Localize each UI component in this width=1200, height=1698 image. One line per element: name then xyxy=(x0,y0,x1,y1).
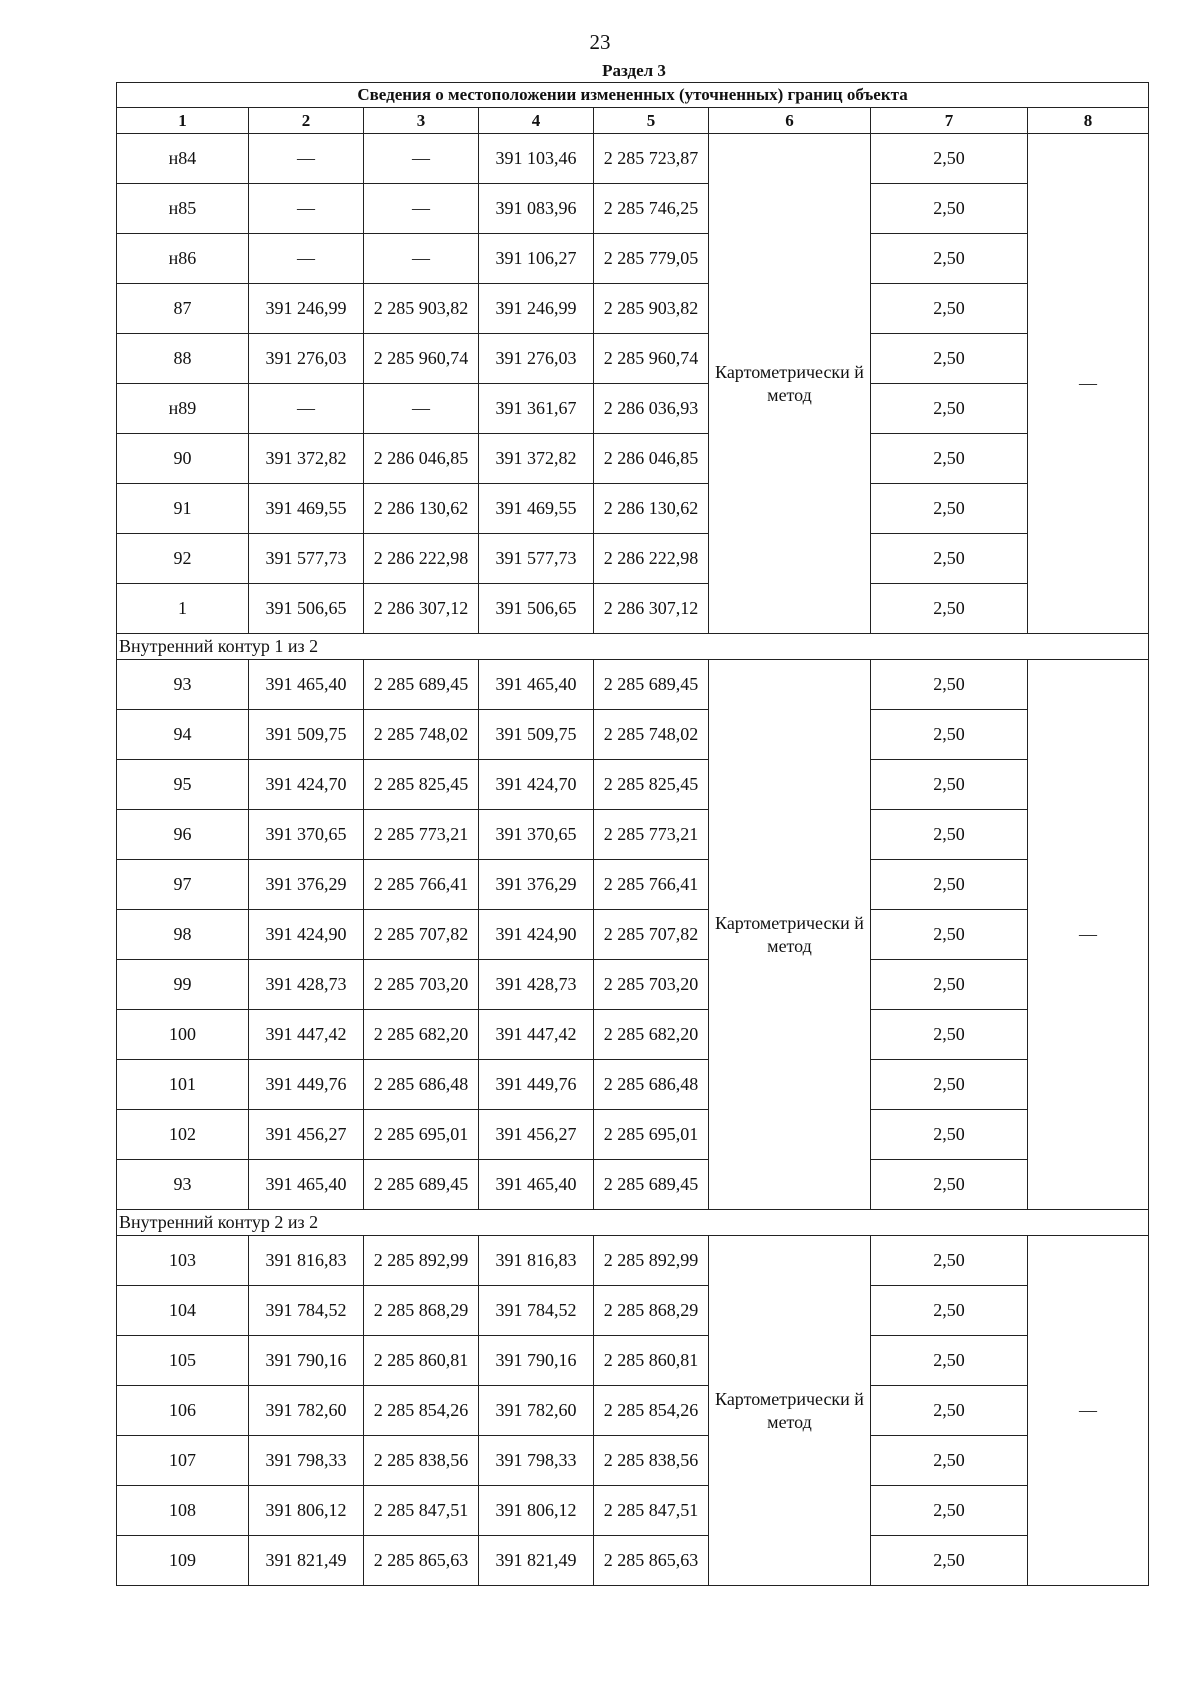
table-row xyxy=(117,710,1149,760)
point-number: 95 xyxy=(117,760,249,810)
table-row xyxy=(117,660,1149,710)
table-row xyxy=(117,1436,1149,1486)
new-x-coordinate: 391 424,90 xyxy=(479,910,594,960)
boundary-coordinates-table xyxy=(116,82,1149,1586)
new-y-coordinate: 2 285 847,51 xyxy=(594,1486,709,1536)
old-y-coordinate: 2 285 707,82 xyxy=(364,910,479,960)
table-row xyxy=(117,184,1149,234)
new-x-coordinate: 391 790,16 xyxy=(479,1336,594,1386)
old-y-coordinate: — xyxy=(364,234,479,284)
precision-value: 2,50 xyxy=(871,234,1028,284)
table-row xyxy=(117,534,1149,584)
col8-value: — xyxy=(1028,660,1149,1210)
point-number: 105 xyxy=(117,1336,249,1386)
point-number: 106 xyxy=(117,1386,249,1436)
precision-value: 2,50 xyxy=(871,710,1028,760)
new-y-coordinate: 2 285 707,82 xyxy=(594,910,709,960)
precision-value: 2,50 xyxy=(871,760,1028,810)
old-y-coordinate: 2 285 892,99 xyxy=(364,1236,479,1286)
new-x-coordinate: 391 370,65 xyxy=(479,810,594,860)
table-row xyxy=(117,334,1149,384)
point-number: 102 xyxy=(117,1110,249,1160)
new-x-coordinate: 391 509,75 xyxy=(479,710,594,760)
old-y-coordinate: 2 285 686,48 xyxy=(364,1060,479,1110)
precision-value: 2,50 xyxy=(871,1536,1028,1586)
point-number: н84 xyxy=(117,134,249,184)
old-y-coordinate: 2 285 682,20 xyxy=(364,1010,479,1060)
old-y-coordinate: 2 285 766,41 xyxy=(364,860,479,910)
point-number: н86 xyxy=(117,234,249,284)
precision-value: 2,50 xyxy=(871,284,1028,334)
table-row xyxy=(117,1236,1149,1286)
point-number: 98 xyxy=(117,910,249,960)
new-y-coordinate: 2 286 046,85 xyxy=(594,434,709,484)
point-number: 107 xyxy=(117,1436,249,1486)
precision-value: 2,50 xyxy=(871,810,1028,860)
new-y-coordinate: 2 285 865,63 xyxy=(594,1536,709,1586)
point-number: 103 xyxy=(117,1236,249,1286)
old-x-coordinate: 391 469,55 xyxy=(249,484,364,534)
new-x-coordinate: 391 821,49 xyxy=(479,1536,594,1586)
contour-label-row xyxy=(117,634,1149,660)
old-y-coordinate: 2 285 860,81 xyxy=(364,1336,479,1386)
point-number: н85 xyxy=(117,184,249,234)
old-x-coordinate: 391 798,33 xyxy=(249,1436,364,1486)
new-y-coordinate: 2 286 036,93 xyxy=(594,384,709,434)
point-number: 99 xyxy=(117,960,249,1010)
old-x-coordinate: 391 428,73 xyxy=(249,960,364,1010)
point-number: 96 xyxy=(117,810,249,860)
table-row xyxy=(117,860,1149,910)
point-number: 93 xyxy=(117,660,249,710)
new-y-coordinate: 2 285 695,01 xyxy=(594,1110,709,1160)
old-y-coordinate: 2 285 825,45 xyxy=(364,760,479,810)
new-x-coordinate: 391 469,55 xyxy=(479,484,594,534)
new-y-coordinate: 2 285 746,25 xyxy=(594,184,709,234)
table-row xyxy=(117,1160,1149,1210)
column-header: 8 xyxy=(1028,108,1149,134)
new-x-coordinate: 391 798,33 xyxy=(479,1436,594,1486)
old-x-coordinate: 391 447,42 xyxy=(249,1010,364,1060)
point-number: 108 xyxy=(117,1486,249,1536)
point-number: 1 xyxy=(117,584,249,634)
new-y-coordinate: 2 285 868,29 xyxy=(594,1286,709,1336)
old-y-coordinate: 2 285 695,01 xyxy=(364,1110,479,1160)
old-x-coordinate: 391 376,29 xyxy=(249,860,364,910)
new-y-coordinate: 2 285 686,48 xyxy=(594,1060,709,1110)
new-x-coordinate: 391 428,73 xyxy=(479,960,594,1010)
precision-value: 2,50 xyxy=(871,960,1028,1010)
point-number: 101 xyxy=(117,1060,249,1110)
new-x-coordinate: 391 784,52 xyxy=(479,1286,594,1336)
table-title: Сведения о местоположении измененных (уточненных) границ объекта xyxy=(117,83,1149,108)
old-y-coordinate: — xyxy=(364,134,479,184)
old-x-coordinate: 391 816,83 xyxy=(249,1236,364,1286)
table-row xyxy=(117,760,1149,810)
old-x-coordinate: 391 790,16 xyxy=(249,1336,364,1386)
new-y-coordinate: 2 285 689,45 xyxy=(594,660,709,710)
table-row xyxy=(117,1286,1149,1336)
section-label: Раздел 3 xyxy=(602,61,666,80)
col8-value: — xyxy=(1028,1236,1149,1586)
old-y-coordinate: — xyxy=(364,184,479,234)
new-x-coordinate: 391 372,82 xyxy=(479,434,594,484)
old-y-coordinate: 2 285 748,02 xyxy=(364,710,479,760)
new-y-coordinate: 2 285 689,45 xyxy=(594,1160,709,1210)
table-row xyxy=(117,234,1149,284)
precision-value: 2,50 xyxy=(871,1236,1028,1286)
point-number: 92 xyxy=(117,534,249,584)
new-x-coordinate: 391 456,27 xyxy=(479,1110,594,1160)
column-header: 3 xyxy=(364,108,479,134)
new-y-coordinate: 2 285 723,87 xyxy=(594,134,709,184)
table-row xyxy=(117,1536,1149,1586)
old-x-coordinate: 391 577,73 xyxy=(249,534,364,584)
old-y-coordinate: — xyxy=(364,384,479,434)
precision-value: 2,50 xyxy=(871,1386,1028,1436)
old-x-coordinate: 391 449,76 xyxy=(249,1060,364,1110)
new-x-coordinate: 391 276,03 xyxy=(479,334,594,384)
new-x-coordinate: 391 449,76 xyxy=(479,1060,594,1110)
point-number: 109 xyxy=(117,1536,249,1586)
old-x-coordinate: — xyxy=(249,134,364,184)
new-x-coordinate: 391 782,60 xyxy=(479,1386,594,1436)
precision-value: 2,50 xyxy=(871,1160,1028,1210)
table-row xyxy=(117,584,1149,634)
point-number: 91 xyxy=(117,484,249,534)
new-x-coordinate: 391 246,99 xyxy=(479,284,594,334)
precision-value: 2,50 xyxy=(871,1010,1028,1060)
precision-value: 2,50 xyxy=(871,384,1028,434)
new-y-coordinate: 2 286 307,12 xyxy=(594,584,709,634)
precision-value: 2,50 xyxy=(871,1060,1028,1110)
precision-value: 2,50 xyxy=(871,1486,1028,1536)
old-y-coordinate: 2 285 847,51 xyxy=(364,1486,479,1536)
new-y-coordinate: 2 285 682,20 xyxy=(594,1010,709,1060)
column-header: 1 xyxy=(117,108,249,134)
old-y-coordinate: 2 286 222,98 xyxy=(364,534,479,584)
column-header: 7 xyxy=(871,108,1028,134)
new-y-coordinate: 2 285 825,45 xyxy=(594,760,709,810)
precision-value: 2,50 xyxy=(871,660,1028,710)
new-x-coordinate: 391 083,96 xyxy=(479,184,594,234)
old-y-coordinate: 2 285 689,45 xyxy=(364,1160,479,1210)
column-header: 5 xyxy=(594,108,709,134)
precision-value: 2,50 xyxy=(871,860,1028,910)
old-x-coordinate: — xyxy=(249,234,364,284)
old-y-coordinate: 2 285 703,20 xyxy=(364,960,479,1010)
old-y-coordinate: 2 285 854,26 xyxy=(364,1386,479,1436)
precision-value: 2,50 xyxy=(871,1110,1028,1160)
table-row xyxy=(117,960,1149,1010)
new-x-coordinate: 391 806,12 xyxy=(479,1486,594,1536)
new-x-coordinate: 391 465,40 xyxy=(479,1160,594,1210)
new-x-coordinate: 391 376,29 xyxy=(479,860,594,910)
precision-value: 2,50 xyxy=(871,584,1028,634)
table-row xyxy=(117,1060,1149,1110)
table-row xyxy=(117,134,1149,184)
precision-value: 2,50 xyxy=(871,1286,1028,1336)
table-row xyxy=(117,1110,1149,1160)
old-x-coordinate: 391 509,75 xyxy=(249,710,364,760)
new-y-coordinate: 2 285 779,05 xyxy=(594,234,709,284)
point-number: 87 xyxy=(117,284,249,334)
new-y-coordinate: 2 285 773,21 xyxy=(594,810,709,860)
old-x-coordinate: 391 506,65 xyxy=(249,584,364,634)
old-x-coordinate: 391 276,03 xyxy=(249,334,364,384)
old-y-coordinate: 2 285 689,45 xyxy=(364,660,479,710)
old-x-coordinate: 391 784,52 xyxy=(249,1286,364,1336)
new-y-coordinate: 2 285 703,20 xyxy=(594,960,709,1010)
new-x-coordinate: 391 465,40 xyxy=(479,660,594,710)
old-x-coordinate: 391 246,99 xyxy=(249,284,364,334)
point-number: 100 xyxy=(117,1010,249,1060)
new-y-coordinate: 2 285 892,99 xyxy=(594,1236,709,1286)
contour-label: Внутренний контур 1 из 2 xyxy=(117,634,1149,660)
table-row xyxy=(117,1386,1149,1436)
new-x-coordinate: 391 103,46 xyxy=(479,134,594,184)
old-x-coordinate: 391 782,60 xyxy=(249,1386,364,1436)
point-number: 88 xyxy=(117,334,249,384)
new-y-coordinate: 2 285 960,74 xyxy=(594,334,709,384)
old-x-coordinate: 391 424,90 xyxy=(249,910,364,960)
determination-method: Картометрически й метод xyxy=(709,134,871,634)
table-row xyxy=(117,434,1149,484)
new-x-coordinate: 391 106,27 xyxy=(479,234,594,284)
old-x-coordinate: 391 806,12 xyxy=(249,1486,364,1536)
precision-value: 2,50 xyxy=(871,334,1028,384)
point-number: 90 xyxy=(117,434,249,484)
new-y-coordinate: 2 286 222,98 xyxy=(594,534,709,584)
column-header: 6 xyxy=(709,108,871,134)
old-y-coordinate: 2 285 773,21 xyxy=(364,810,479,860)
new-y-coordinate: 2 285 766,41 xyxy=(594,860,709,910)
new-y-coordinate: 2 285 838,56 xyxy=(594,1436,709,1486)
point-number: 104 xyxy=(117,1286,249,1336)
precision-value: 2,50 xyxy=(871,1436,1028,1486)
determination-method: Картометрически й метод xyxy=(709,660,871,1210)
determination-method: Картометрически й метод xyxy=(709,1236,871,1586)
new-x-coordinate: 391 424,70 xyxy=(479,760,594,810)
precision-value: 2,50 xyxy=(871,534,1028,584)
point-number: н89 xyxy=(117,384,249,434)
new-y-coordinate: 2 285 854,26 xyxy=(594,1386,709,1436)
old-x-coordinate: — xyxy=(249,384,364,434)
old-x-coordinate: 391 424,70 xyxy=(249,760,364,810)
table-row xyxy=(117,1336,1149,1386)
column-header: 4 xyxy=(479,108,594,134)
old-y-coordinate: 2 285 868,29 xyxy=(364,1286,479,1336)
precision-value: 2,50 xyxy=(871,910,1028,960)
new-y-coordinate: 2 285 748,02 xyxy=(594,710,709,760)
old-x-coordinate: — xyxy=(249,184,364,234)
point-number: 94 xyxy=(117,710,249,760)
old-x-coordinate: 391 465,40 xyxy=(249,1160,364,1210)
col8-value: — xyxy=(1028,134,1149,634)
old-x-coordinate: 391 821,49 xyxy=(249,1536,364,1586)
point-number: 97 xyxy=(117,860,249,910)
precision-value: 2,50 xyxy=(871,484,1028,534)
new-x-coordinate: 391 361,67 xyxy=(479,384,594,434)
precision-value: 2,50 xyxy=(871,134,1028,184)
old-y-coordinate: 2 285 903,82 xyxy=(364,284,479,334)
table-row xyxy=(117,810,1149,860)
contour-label-row xyxy=(117,1210,1149,1236)
precision-value: 2,50 xyxy=(871,1336,1028,1386)
page-number: 23 xyxy=(589,30,611,54)
old-y-coordinate: 2 286 307,12 xyxy=(364,584,479,634)
new-x-coordinate: 391 447,42 xyxy=(479,1010,594,1060)
new-y-coordinate: 2 285 903,82 xyxy=(594,284,709,334)
new-x-coordinate: 391 506,65 xyxy=(479,584,594,634)
new-y-coordinate: 2 286 130,62 xyxy=(594,484,709,534)
table-row xyxy=(117,1010,1149,1060)
old-y-coordinate: 2 285 838,56 xyxy=(364,1436,479,1486)
old-y-coordinate: 2 286 046,85 xyxy=(364,434,479,484)
table-row xyxy=(117,384,1149,434)
new-x-coordinate: 391 816,83 xyxy=(479,1236,594,1286)
table-row xyxy=(117,910,1149,960)
table-row xyxy=(117,484,1149,534)
table-row xyxy=(117,284,1149,334)
old-y-coordinate: 2 286 130,62 xyxy=(364,484,479,534)
column-header: 2 xyxy=(249,108,364,134)
precision-value: 2,50 xyxy=(871,434,1028,484)
old-x-coordinate: 391 370,65 xyxy=(249,810,364,860)
new-x-coordinate: 391 577,73 xyxy=(479,534,594,584)
new-y-coordinate: 2 285 860,81 xyxy=(594,1336,709,1386)
point-number: 93 xyxy=(117,1160,249,1210)
contour-label: Внутренний контур 2 из 2 xyxy=(117,1210,1149,1236)
old-x-coordinate: 391 465,40 xyxy=(249,660,364,710)
precision-value: 2,50 xyxy=(871,184,1028,234)
table-row xyxy=(117,1486,1149,1536)
old-x-coordinate: 391 456,27 xyxy=(249,1110,364,1160)
old-x-coordinate: 391 372,82 xyxy=(249,434,364,484)
old-y-coordinate: 2 285 865,63 xyxy=(364,1536,479,1586)
old-y-coordinate: 2 285 960,74 xyxy=(364,334,479,384)
